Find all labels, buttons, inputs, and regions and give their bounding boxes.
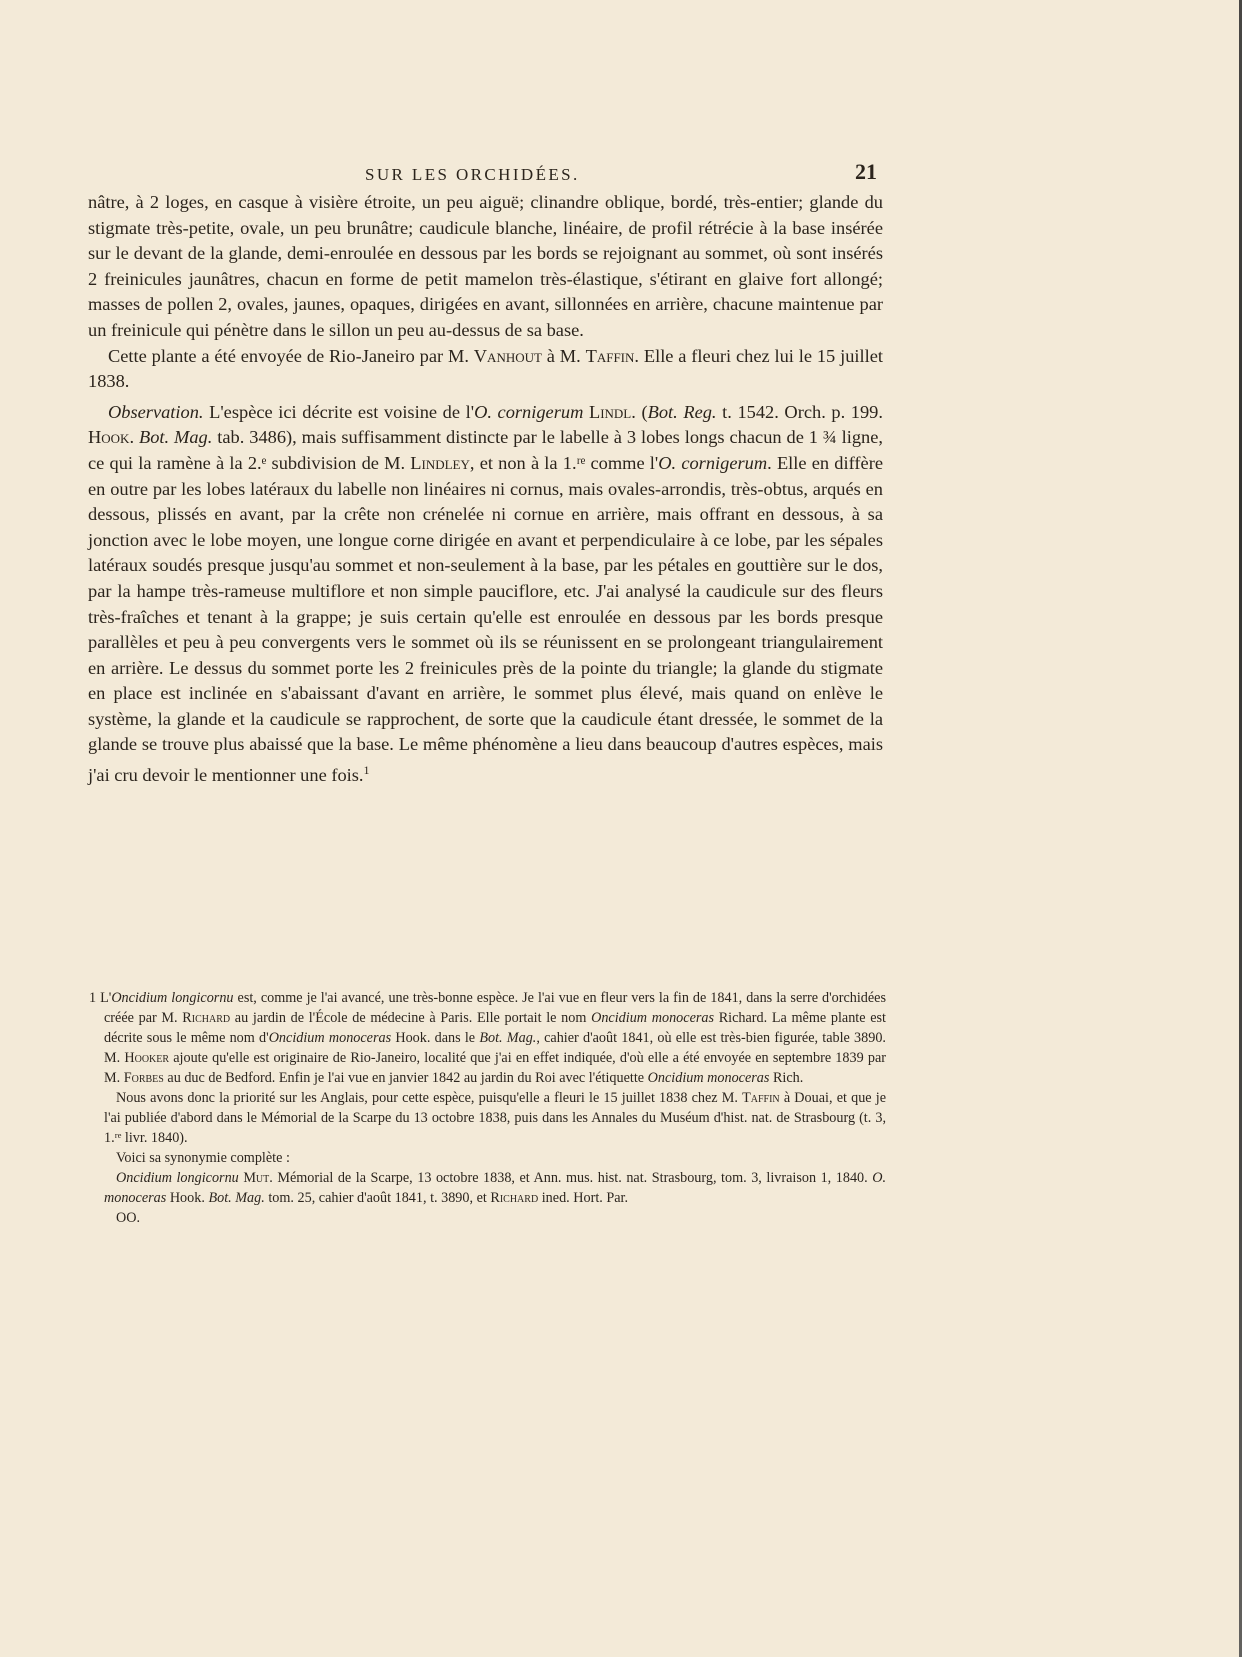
person-vanhout: Vanhout	[473, 345, 542, 366]
fn1-species-4: Oncidium monoceras	[647, 1070, 770, 1086]
obs-ref-bot-mag: Bot. Mag.	[138, 427, 213, 448]
fn1-species-2: Oncidium monoceras	[591, 1010, 714, 1026]
obs-author-hook: Hook.	[88, 427, 135, 448]
fn1-person-richard: Richard	[182, 1010, 231, 1026]
fn1-text-2: est, comme je l'ai avancé, une très-bonne espèce. Je l'ai vue en fleur vers la fin de 1841, dans la serre d'orchidées créée par M.	[104, 990, 886, 1026]
fn4-author-mut: Mut.	[243, 1170, 273, 1186]
fn1-text-1: L'	[96, 990, 112, 1006]
fn1-text-8: au duc de Bedford. Enfin je l'ai vue en janvier 1842 au jardin du Roi avec l'étiquette	[163, 1070, 648, 1086]
footnote-paragraph-2	[104, 1088, 886, 1148]
footnote	[89, 988, 887, 1228]
fn1-species-1: Oncidium longicornu	[111, 990, 234, 1006]
footnote-reference: 1	[363, 763, 370, 778]
fn2-text-1: Nous avons donc la priorité sur les Anglais, pour cette espèce, puisqu'elle a fleuri le 15 juillet 1838 chez M.	[116, 1090, 743, 1106]
paragraph-provenance	[88, 344, 883, 395]
obs-species-1: O. cornigerum	[474, 401, 584, 422]
paragraph-description: nâtre, à 2 loges, en casque à visière étroite, un peu aiguë; clinandre oblique, bordé, très-entier; glande du stigmate très-petite, ovale, un peu brunâtre; caudicule blanche, linéaire, de profil rétrécie à la base insérée sur le devant de la glande, demi-enroulée en dessous par les bords se rejoignant au sommet, où sont insérés 2 freinicules jaunâtres, chacun en forme de petit mamelon très-élastique, s'étirant en glaive fort allongé; masses de pollen 2, ovales, jaunes, opaques, dirigées en avant, sillonnées en arrière, chacune maintenue par un freinicule qui pénètre dans le sillon un peu au-dessus de sa base.	[88, 192, 883, 340]
fn1-person-forbes: Forbes	[123, 1070, 164, 1086]
fn4-text-4: tom. 25, cahier d'août 1841, t. 3890, et	[264, 1190, 491, 1206]
page-number: 21	[855, 159, 877, 184]
fn2-text-2: à Douai, et que je l'ai publiée d'abord dans le Mémorial de la Scarpe du 13 octobre 1838, puis dans les Annales du Muséum d'hist. nat. de Strasbourg (t. 3, 1.ʳᵉ livr. 1840).	[104, 1090, 886, 1146]
person-taffin: Taffin	[585, 345, 635, 366]
fn4-species-1: Oncidium longicornu	[116, 1170, 239, 1186]
fn1-person-hooker: Hooker	[124, 1050, 170, 1066]
obs-ref-bot-reg: Bot. Reg.	[647, 401, 717, 422]
fn4-person-richard: Richard	[490, 1190, 539, 1206]
obs-text-8: . Elle en diffère en outre par les lobes latéraux du labelle non linéaires ni cornus, mais ovales-arrondis, très-obtus, arqués en dessous, plissés en avant, par la crête non crénelée ni cornue en arrière, mais offrant en dessous, à sa jonction avec le lobe moyen, une longue corne dirigée en avant et perpendiculaire à ce lobe, par les sépales latéraux soudés presque jusqu'au sommet et non-seulement à la base, par les pétales en gouttière sur le dos, par la hampe très-rameuse multiflore et non simple pauciflore, etc. J'ai analysé la caudicule sur des fleurs très-fraîches et tenant à la grappe; je suis certain qu'elle est enroulée en dessous par les bords presque parallèles et peu à peu convergents vers le sommet où ils se réunissent en se prolongeant triangulairement en arrière. Le dessus du sommet porte les 2 freinicules près de la pointe du triangle; la glande du stigmate en place est inclinée en s'abaissant d'avant en arrière, le sommet plus élevé, mais quand on enlève le système, la glande et la caudicule se rapprochent, de sorte que la caudicule étant dressée, le sommet de la glande se trouve plus abaissé que la base. Le même phénomène a lieu dans beaucoup d'autres espèces, mais j'ai cru devoir le mentionner une fois.	[88, 452, 883, 786]
obs-author-lindl: Lindl.	[588, 401, 636, 422]
fn1-text-3: au jardin de l'École de médecine à Paris. Elle portait le nom	[230, 1010, 592, 1026]
fn1-text-6: , cahier d'août 1841, où elle est très-bien figurée, table 3890. M.	[104, 1030, 886, 1066]
footnote-paragraph-1	[89, 988, 886, 1088]
footnote-number: 1	[89, 990, 97, 1006]
provenance-text-1: Cette plante a été envoyée de Rio-Janeiro par M.	[108, 345, 474, 366]
obs-text-1: L'espèce ici décrite est voisine de l'	[203, 401, 475, 422]
fn1-text-7: ajoute qu'elle est originaire de Rio-Janeiro, localité que j'ai en effet indiquée, d'où elle a été envoyée en septembre 1839 par M.	[104, 1050, 886, 1086]
fn4-species-2: O. monoceras	[104, 1170, 887, 1206]
footnote-paragraph-3: Voici sa synonymie complète :	[116, 1150, 290, 1166]
fn1-text-5: Hook. dans le	[391, 1030, 480, 1046]
provenance-text-2: à M.	[541, 345, 586, 366]
obs-text-6: tab. 3486), mais suffisamment distincte par le labelle à 3 lobes longs chacun de 1 ¾ ligne, ce qui la ramène à la 2.ᵉ subdivision de M.	[88, 427, 883, 473]
provenance-text-3: . Elle a fleuri chez lui le 15 juillet 1838.	[88, 345, 883, 392]
fn1-species-3: Oncidium monoceras	[268, 1030, 392, 1046]
obs-author-lindley: Lindley	[410, 452, 470, 473]
observation-label: Observation.	[108, 401, 204, 422]
fn4-text-5: ined. Hort. Par.	[538, 1190, 629, 1206]
fn1-ref-bot-mag: Bot. Mag.	[479, 1030, 537, 1046]
fn4-text-3: Hook.	[166, 1190, 209, 1206]
fn4-ref-bot-mag: Bot. Mag.	[208, 1190, 265, 1206]
fn4-text-2: Mémorial de la Scarpe, 13 octobre 1838, et Ann. mus. hist. nat. Strasbourg, tom. 3, livraison 1, 1840.	[272, 1170, 873, 1186]
running-header: SUR LES ORCHIDÉES.	[365, 165, 580, 184]
obs-text-7: , et non à la 1.ʳᵉ comme l'	[469, 452, 659, 473]
obs-species-2: O. cornigerum	[658, 452, 768, 473]
obs-text-4: t. 1542. Orch. p. 199.	[716, 401, 883, 422]
main-text	[88, 190, 883, 789]
footnote-paragraph-4	[104, 1168, 886, 1208]
paragraph-observation	[88, 400, 883, 789]
fn1-text-9: Rich.	[769, 1070, 804, 1086]
obs-text-3: (	[635, 401, 648, 422]
fn1-text-4: Richard. La même plante est décrite sous le même nom d'	[104, 1010, 886, 1046]
fn2-person-taffin: Taffin	[742, 1090, 780, 1106]
footnote-paragraph-5: OO.	[116, 1210, 141, 1226]
